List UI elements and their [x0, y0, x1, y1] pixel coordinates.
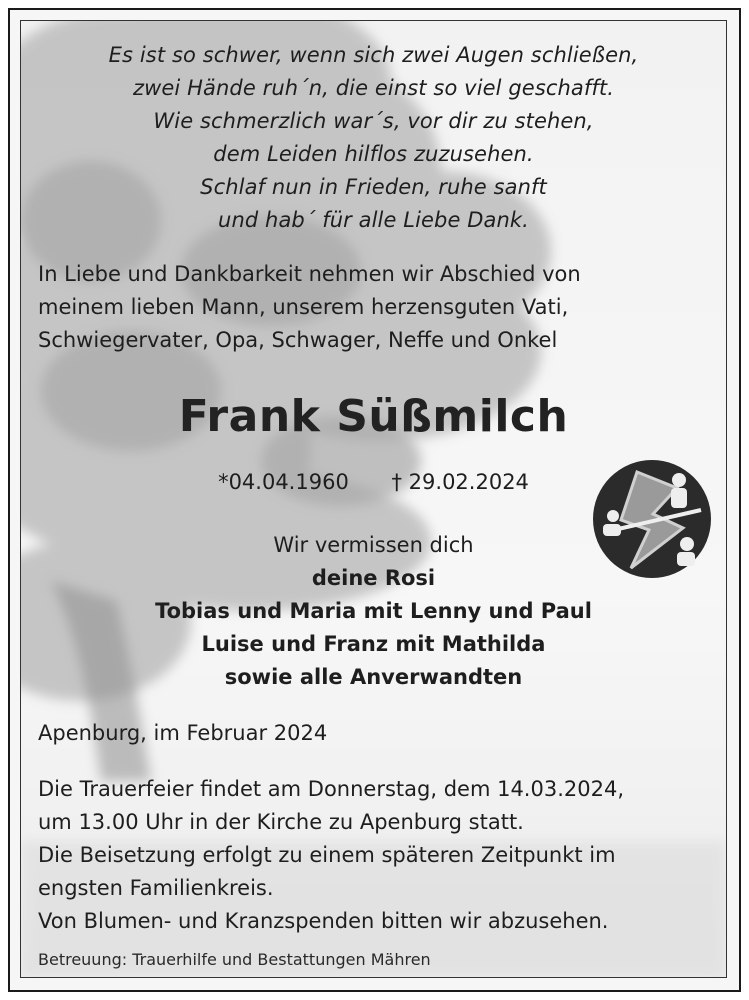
- funeral-line: Die Trauerfeier findet am Donnerstag, dem 14.03.2024,: [38, 777, 624, 801]
- miss-line: Wir vermissen dich: [273, 533, 474, 557]
- poem-line: zwei Hände ruh´n, die einst so viel geschafft.: [133, 76, 614, 100]
- mourner-line: deine Rosi: [311, 566, 436, 590]
- place-and-date: Apenburg, im Februar 2024: [38, 721, 328, 745]
- obituary-inner-frame: [20, 20, 727, 978]
- funeral-line: um 13.00 Uhr in der Kirche zu Apenburg statt.: [38, 810, 524, 834]
- obituary-card: [8, 8, 741, 992]
- poem-line: Es ist so schwer, wenn sich zwei Augen schließen,: [108, 43, 639, 67]
- mourner-line: sowie alle Anverwandten: [224, 665, 523, 689]
- mourner-line: Luise und Franz mit Mathilda: [201, 632, 546, 656]
- death-date: † 29.02.2024: [391, 470, 529, 494]
- poem-line: Schlaf nun in Frieden, ruhe sanft: [200, 175, 547, 199]
- funeral-line: Die Beisetzung erfolgt zu einem späteren Zeitpunkt im: [38, 843, 616, 867]
- mourners: [21, 529, 726, 694]
- poem-line: Wie schmerzlich war´s, vor dir zu stehen,: [153, 109, 594, 133]
- farewell-line: meinem lieben Mann, unserem herzensguten Vati,: [38, 295, 569, 319]
- mourner-line: Tobias und Maria mit Lenny und Paul: [155, 599, 592, 623]
- poem-line: und hab´ für alle Liebe Dank.: [218, 208, 529, 232]
- farewell-line: In Liebe und Dankbarkeit nehmen wir Abschied von: [38, 262, 581, 286]
- farewell-line: Schwiegervater, Opa, Schwager, Neffe und Onkel: [38, 328, 558, 352]
- funeral-details: [38, 773, 712, 938]
- funeral-line: engsten Familienkreis.: [38, 876, 274, 900]
- funeral-line: Von Blumen- und Kranzspenden bitten wir abzusehen.: [38, 909, 609, 933]
- deceased-name: Frank Süßmilch: [178, 391, 569, 442]
- birth-date: *04.04.1960: [218, 470, 349, 494]
- funeral-home-credit: Betreuung: Trauerhilfe und Bestattungen Mähren: [38, 950, 431, 969]
- poem-line: dem Leiden hilflos zuzusehen.: [213, 142, 534, 166]
- poem: [21, 39, 726, 237]
- farewell-text: [38, 258, 712, 357]
